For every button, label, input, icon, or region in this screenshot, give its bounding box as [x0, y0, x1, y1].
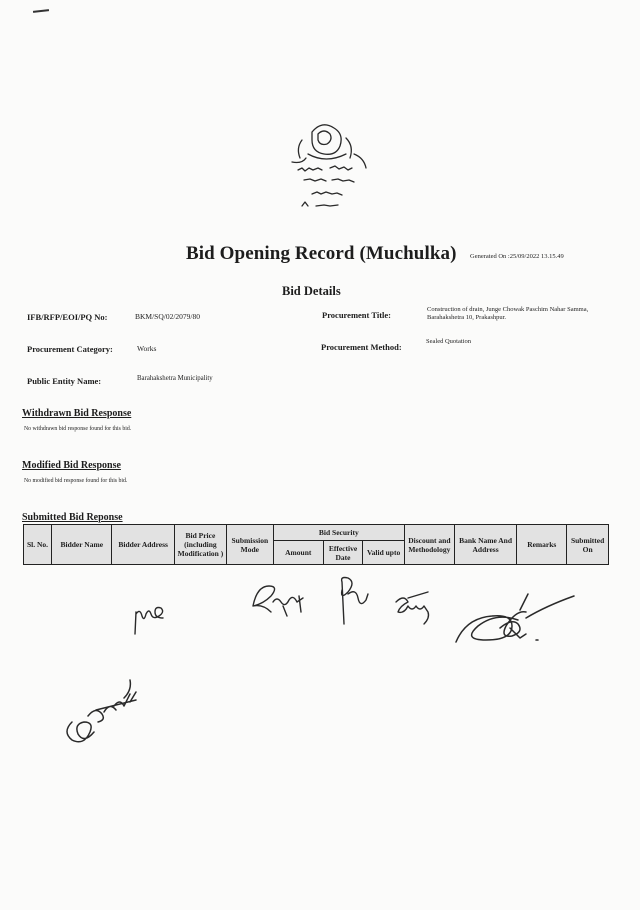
col-sl-no: Sl. No.	[24, 525, 52, 565]
col-submitted-on: Submitted On	[567, 525, 609, 565]
bid-details-heading: Bid Details	[282, 284, 341, 298]
modified-note: No modified bid response found for this bid.	[24, 478, 128, 484]
page-title: Bid Opening Record (Muchulka)	[186, 243, 457, 264]
signature-6	[58, 672, 148, 752]
signature-5	[450, 588, 580, 663]
col-bank: Bank Name And Address	[454, 525, 516, 565]
procurement-category-label: Procurement Category:	[27, 344, 113, 354]
public-entity-value: Barahakshetra Municipality	[137, 375, 213, 382]
col-amount: Amount	[273, 541, 323, 565]
ifb-label: IFB/RFP/EOI/PQ No:	[27, 312, 108, 322]
submitted-heading: Submitted Bid Reponse	[22, 512, 123, 523]
col-discount: Discount and Methodology	[404, 525, 454, 565]
signature-4	[390, 588, 435, 628]
col-effective-date: Effective Date	[323, 541, 363, 565]
col-bidder-name: Bidder Name	[52, 525, 112, 565]
corner-pen-mark	[33, 9, 49, 13]
col-valid-upto: Valid upto	[363, 541, 405, 565]
col-remarks: Remarks	[517, 525, 567, 565]
col-submission-mode: Submission Mode	[226, 525, 273, 565]
modified-heading: Modified Bid Response	[22, 460, 121, 471]
withdrawn-note: No withdrawn bid response found for this bid.	[24, 426, 132, 432]
municipality-seal-emblem	[272, 110, 382, 220]
generated-on-timestamp: Generated On :25/09/2022 13.15.49	[470, 253, 564, 260]
signature-2	[243, 576, 313, 626]
public-entity-label: Public Entity Name:	[27, 376, 102, 386]
submitted-bids-table	[23, 524, 609, 565]
procurement-method-label: Procurement Method:	[321, 342, 402, 352]
signature-1	[130, 600, 180, 640]
procurement-title-value: Construction of drain, Junge Chowak Paschim Nahar Samma, Barahakshetra 10, Prakashpur.	[427, 306, 589, 321]
ifb-value: BKM/SQ/02/2079/80	[135, 312, 201, 321]
col-bid-security: Bid Security	[273, 525, 404, 541]
withdrawn-heading: Withdrawn Bid Response	[22, 408, 132, 419]
procurement-method-value: Sealed Quotation	[426, 338, 471, 345]
procurement-category-value: Works	[137, 344, 157, 353]
procurement-title-label: Procurement Title:	[322, 310, 392, 320]
col-bid-price: Bid Price (including Modification )	[174, 525, 226, 565]
col-bidder-address: Bidder Address	[112, 525, 174, 565]
signature-3	[330, 574, 375, 629]
